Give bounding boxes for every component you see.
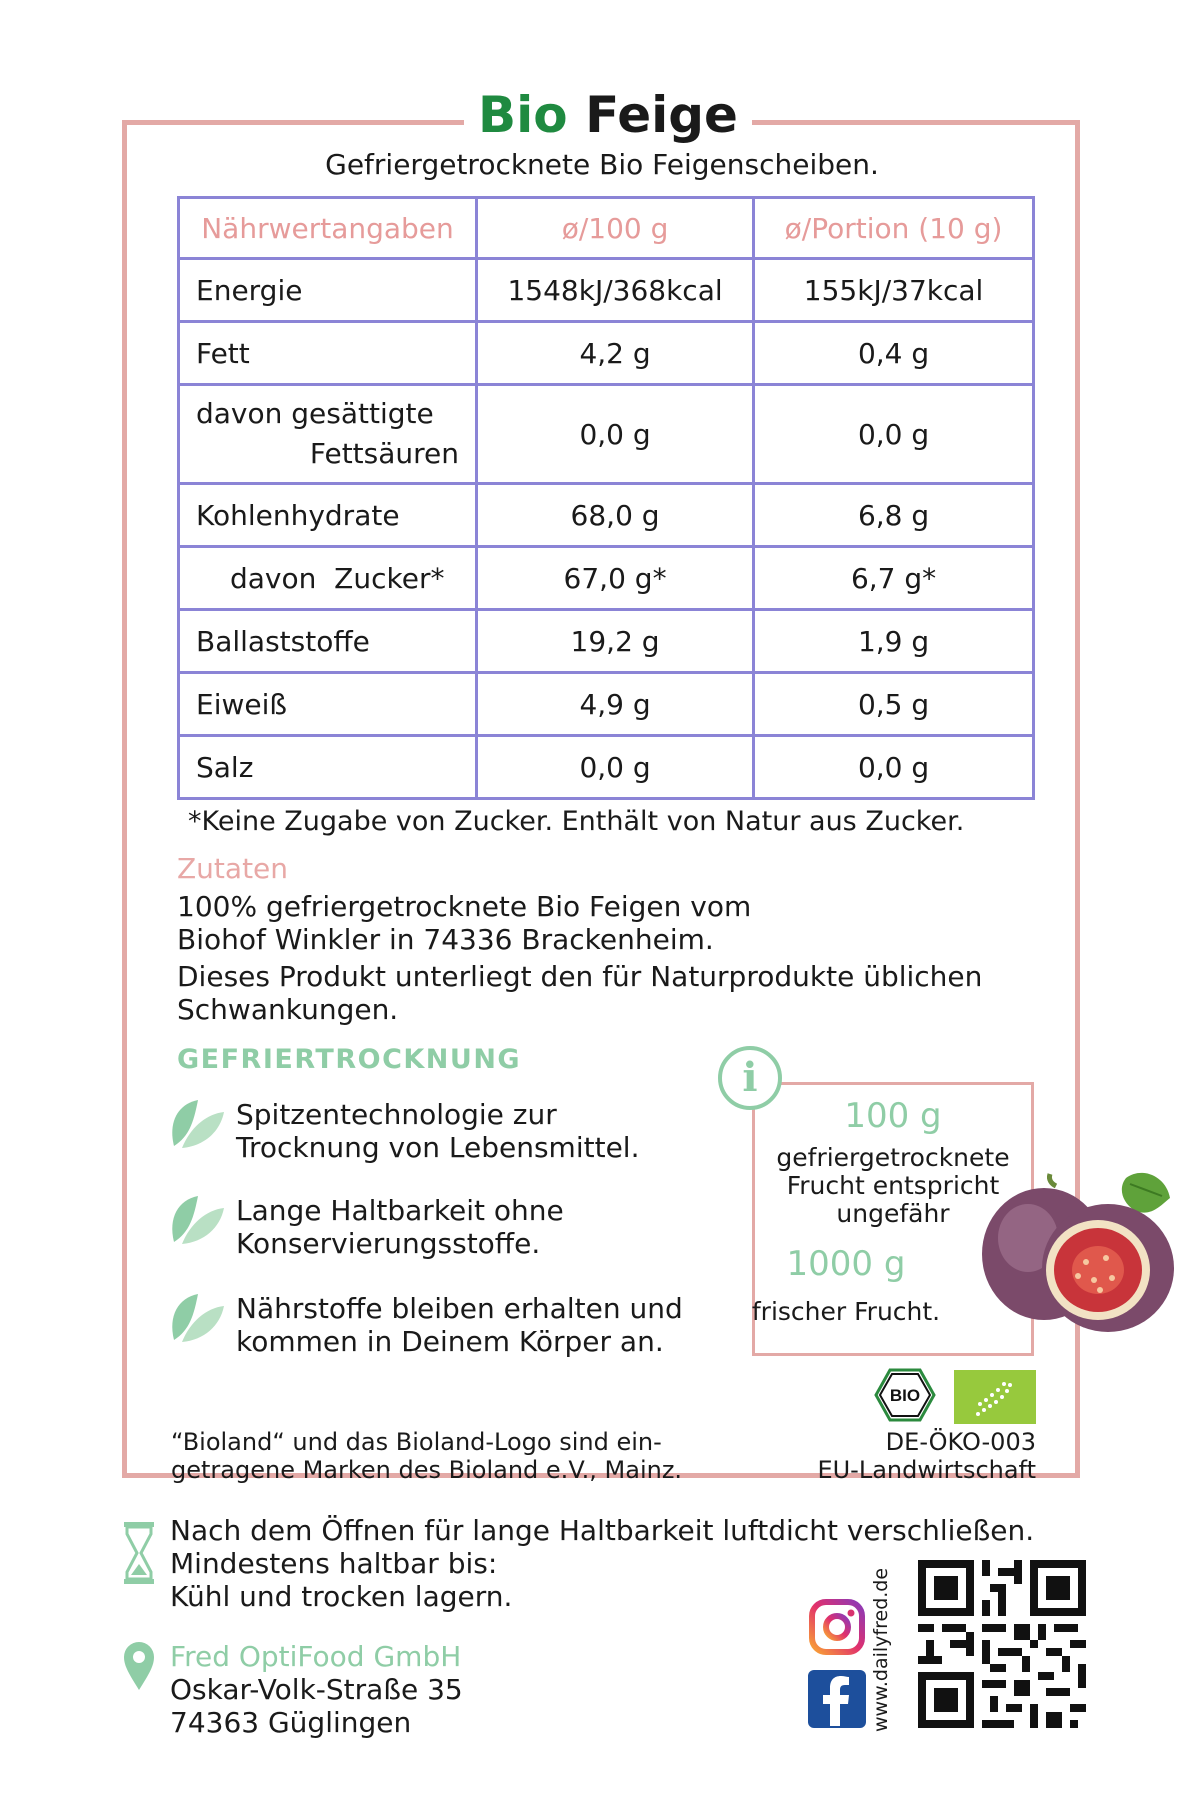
ingredients-line: Schwankungen. — [177, 993, 399, 1026]
leaf-icon — [168, 1098, 226, 1150]
feature-line: Lange Haltbarkeit ohne — [236, 1194, 564, 1227]
ingredients-line: Dieses Produkt unterliegt den für Naturprodukte üblichen — [177, 960, 983, 993]
table-row — [179, 484, 1034, 547]
info-amount-fresh: 1000 g — [786, 1244, 906, 1284]
row-label: Kohlenhydrate — [179, 484, 477, 547]
ingredients-line: Biohof Winkler in 74336 Brackenheim. — [177, 923, 714, 956]
table-row — [179, 322, 1034, 385]
title-feige: Feige — [585, 86, 738, 144]
freeze-drying-heading: GEFRIERTROCKNUNG — [177, 1044, 522, 1075]
row-portion: 0,0 g — [754, 385, 1034, 484]
row-label: Eiweiß — [179, 673, 477, 736]
ingredients-heading: Zutaten — [177, 852, 289, 885]
feature-item — [236, 1098, 639, 1164]
feature-line: Trocknung von Lebensmittel. — [236, 1131, 640, 1164]
leaf-icon — [168, 1194, 226, 1246]
storage-line: Nach dem Öffnen für lange Haltbarkeit luftdicht verschließen. — [170, 1514, 1035, 1547]
info-line: Frucht entspricht — [786, 1171, 1000, 1200]
info-line: ungefähr — [836, 1199, 950, 1228]
company-address — [170, 1640, 463, 1739]
bioland-line: “Bioland“ und das Bioland-Logo sind ein- — [171, 1428, 662, 1456]
ingredients-text — [177, 890, 1057, 1026]
row-per100: 4,9 g — [477, 673, 754, 736]
table-header-row — [179, 198, 1034, 259]
header-per100: ø/100 g — [477, 198, 754, 259]
leaf-icon — [168, 1292, 226, 1344]
row-per100: 1548kJ/368kcal — [477, 259, 754, 322]
row-per100: 19,2 g — [477, 610, 754, 673]
feature-line: Konservierungsstoffe. — [236, 1227, 541, 1260]
row-label-line1: davon gesättigte — [196, 397, 434, 430]
info-text-fresh: frischer Frucht. — [751, 1297, 941, 1326]
feature-item — [236, 1292, 683, 1358]
row-label-line2: Fettsäuren — [309, 437, 460, 470]
row-portion: 6,8 g — [754, 484, 1034, 547]
product-title — [464, 80, 752, 150]
info-amount-dry: 100 g — [844, 1096, 942, 1136]
header-label: Nährwertangaben — [179, 198, 477, 259]
instagram-icon[interactable] — [808, 1598, 866, 1656]
table-row — [179, 673, 1034, 736]
row-portion: 155kJ/37kcal — [754, 259, 1034, 322]
row-label: Salz — [179, 736, 477, 799]
table-row — [179, 385, 1034, 484]
row-per100: 0,0 g — [477, 385, 754, 484]
row-label: davon Zucker* — [179, 547, 477, 610]
row-portion: 1,9 g — [754, 610, 1034, 673]
row-label: Fett — [179, 322, 477, 385]
feature-line: kommen in Deinem Körper an. — [236, 1325, 664, 1358]
row-label — [179, 385, 477, 484]
row-portion: 0,4 g — [754, 322, 1034, 385]
row-per100: 68,0 g — [477, 484, 754, 547]
row-label: Energie — [179, 259, 477, 322]
bioland-line: getragene Marken des Bioland e.V., Mainz. — [171, 1456, 683, 1484]
product-subtitle: Gefriergetrocknete Bio Feigenscheiben. — [325, 148, 879, 181]
organic-control-info — [760, 1428, 1036, 1484]
location-pin-icon — [122, 1640, 156, 1692]
ingredients-line: 100% gefriergetrocknete Bio Feigen vom — [177, 890, 752, 923]
bio-seal-text: BIO — [889, 1386, 921, 1405]
row-portion: 0,5 g — [754, 673, 1034, 736]
title-bio: Bio — [478, 86, 568, 144]
bioland-notice — [171, 1428, 682, 1484]
oeko-label: EU-Landwirtschaft — [817, 1456, 1036, 1484]
row-per100: 0,0 g — [477, 736, 754, 799]
storage-line: Kühl und trocken lagern. — [170, 1580, 513, 1613]
table-row — [179, 547, 1034, 610]
row-portion: 6,7 g* — [754, 547, 1034, 610]
company-street: Oskar-Volk-Straße 35 — [170, 1673, 463, 1706]
nutrition-table — [177, 196, 1035, 800]
header-portion: ø/Portion (10 g) — [754, 198, 1034, 259]
company-name: Fred OptiFood GmbH — [170, 1640, 462, 1673]
row-portion: 0,0 g — [754, 736, 1034, 799]
feature-line: Nährstoffe bleiben erhalten und — [236, 1292, 683, 1325]
info-icon: i — [718, 1046, 782, 1110]
sugar-footnote: *Keine Zugabe von Zucker. Enthält von Natur aus Zucker. — [188, 806, 965, 837]
hourglass-icon — [122, 1522, 156, 1584]
row-per100: 4,2 g — [477, 322, 754, 385]
info-line: gefriergetrocknete — [776, 1143, 1010, 1172]
bio-seal-logo — [874, 1368, 936, 1422]
feature-item — [236, 1194, 564, 1260]
eu-organic-logo — [954, 1370, 1036, 1424]
table-row — [179, 610, 1034, 673]
oeko-code: DE-ÖKO-003 — [885, 1428, 1036, 1456]
storage-line: Mindestens haltbar bis: — [170, 1547, 498, 1580]
table-row — [179, 259, 1034, 322]
feature-line: Spitzentechnologie zur — [236, 1098, 557, 1131]
qr-code[interactable] — [918, 1560, 1086, 1728]
website-url[interactable]: www.dailyfred.de — [870, 1567, 892, 1732]
fig-illustration — [966, 1166, 1176, 1336]
facebook-icon[interactable] — [808, 1670, 866, 1728]
row-label: Ballaststoffe — [179, 610, 477, 673]
company-city: 74363 Güglingen — [170, 1706, 412, 1739]
row-per100: 67,0 g* — [477, 547, 754, 610]
storage-info — [170, 1514, 1034, 1613]
table-row — [179, 736, 1034, 799]
